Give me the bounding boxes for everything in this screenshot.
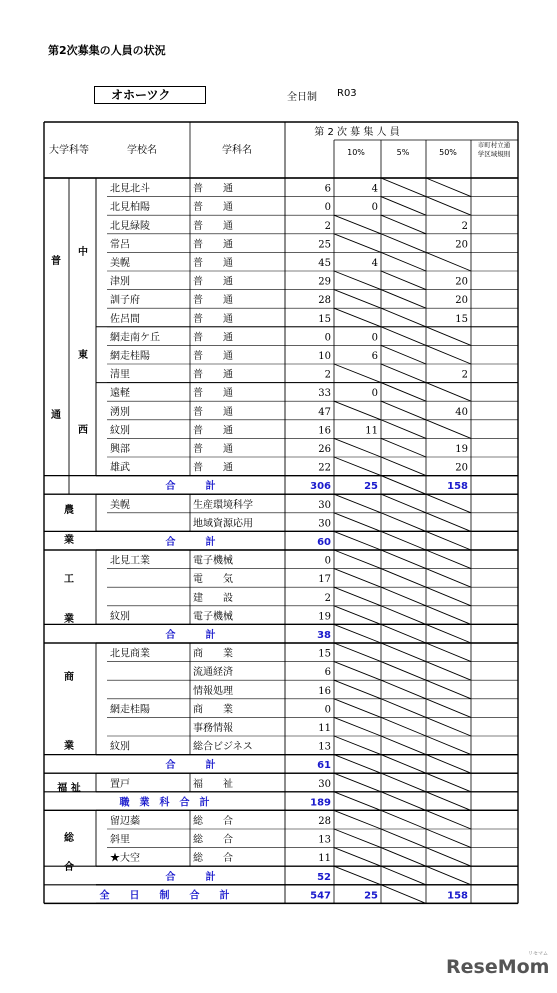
- diagonal-mark: [381, 606, 426, 625]
- diagonal-mark: [426, 178, 471, 197]
- school-name: 湧別: [110, 406, 130, 418]
- subtotal-label: 職 業 科 合 計: [119, 797, 210, 809]
- dept-name: 建 設: [193, 592, 233, 604]
- p50-value: 15: [455, 313, 468, 325]
- schedule-type-label: 全日制: [287, 92, 317, 103]
- dept-name: 普 通: [193, 276, 233, 288]
- diagonal-mark: [426, 569, 471, 588]
- dept-name: 普 通: [193, 183, 233, 195]
- diagonal-mark: [381, 494, 426, 513]
- school-name: 遠軽: [110, 388, 130, 400]
- diagonal-mark: [426, 197, 471, 216]
- diagonal-mark: [334, 792, 381, 811]
- diagonal-mark: [426, 494, 471, 513]
- watermark-logo: ReseMom: [446, 956, 550, 978]
- diagonal-mark: [381, 569, 426, 588]
- school-name: 雄武: [110, 462, 130, 474]
- category-futsuu-2: 通: [51, 410, 61, 421]
- header-muni-2: 学区域規則: [477, 150, 511, 158]
- school-name: 北見緑陵: [110, 220, 150, 232]
- header-dept: 学科名: [222, 145, 252, 156]
- diagonal-mark: [334, 755, 381, 774]
- total-value: 11: [318, 723, 331, 734]
- subtotal-total: 60: [317, 537, 331, 548]
- subtotal-total: 61: [317, 760, 331, 772]
- total-value: 15: [318, 648, 331, 660]
- dept-name: 流通経済: [193, 667, 233, 679]
- school-name: 北見工業: [110, 555, 150, 567]
- diagonal-mark: [426, 662, 471, 681]
- p10-value: 0: [371, 332, 378, 344]
- school-name: 訓子府: [110, 295, 140, 307]
- diagonal-mark: [381, 308, 426, 327]
- diagonal-mark: [426, 792, 471, 811]
- diagonal-mark: [381, 531, 426, 550]
- table-diagonal-marks: [334, 178, 471, 903]
- diagonal-mark: [334, 829, 381, 848]
- subtotal-p10: 25: [364, 890, 378, 902]
- school-name: 網走南ケ丘: [110, 332, 160, 344]
- diagonal-mark: [381, 792, 426, 811]
- diagonal-mark: [381, 624, 426, 643]
- diagonal-mark: [426, 699, 471, 718]
- diagonal-mark: [334, 215, 381, 234]
- total-value: 25: [318, 239, 331, 251]
- dept-name: 普 通: [193, 462, 233, 474]
- category-sougou-1: 総: [64, 833, 74, 844]
- diagonal-mark: [381, 736, 426, 755]
- dept-name: 普 通: [193, 406, 233, 418]
- p50-value: 20: [455, 462, 468, 474]
- diagonal-mark: [381, 829, 426, 848]
- diagonal-mark: [426, 680, 471, 699]
- area-higashi: 東: [78, 350, 88, 361]
- diagonal-mark: [381, 662, 426, 681]
- school-name: ★大空: [110, 853, 140, 865]
- total-value: 28: [318, 816, 331, 827]
- dept-name: 普 通: [193, 369, 233, 381]
- diagonal-mark: [381, 680, 426, 699]
- diagonal-mark: [426, 829, 471, 848]
- diagonal-mark: [381, 420, 426, 439]
- total-value: 13: [318, 834, 331, 846]
- dept-name: 普 通: [193, 388, 233, 400]
- header-p5: 5%: [396, 148, 410, 157]
- total-value: 2: [324, 369, 331, 381]
- diagonal-mark: [334, 531, 381, 550]
- diagonal-mark: [426, 587, 471, 606]
- diagonal-mark: [381, 197, 426, 216]
- dept-name: 商 業: [193, 704, 233, 716]
- total-value: 22: [318, 462, 331, 474]
- school-name: 北見柏陽: [110, 202, 150, 214]
- diagonal-mark: [334, 550, 381, 569]
- diagonal-mark: [381, 345, 426, 364]
- total-value: 30: [318, 778, 331, 790]
- diagonal-mark: [426, 327, 471, 346]
- total-value: 2: [324, 220, 331, 232]
- total-value: 6: [324, 667, 331, 679]
- total-value: 26: [318, 444, 331, 455]
- school-name: 北見北斗: [110, 183, 150, 195]
- dept-name: 普 通: [193, 258, 233, 269]
- total-value: 19: [318, 611, 331, 623]
- diagonal-mark: [334, 848, 381, 867]
- p50-value: 19: [455, 444, 468, 455]
- diagonal-mark: [334, 866, 381, 885]
- subtotal-total: 547: [310, 890, 331, 902]
- dept-name: 普 通: [193, 425, 233, 437]
- dept-name: 普 通: [193, 239, 233, 251]
- subtotal-label: 全 日 制 合 計: [99, 890, 230, 902]
- diagonal-mark: [426, 606, 471, 625]
- subtotal-label: 合 計: [165, 481, 216, 493]
- category-kougyou-2: 業: [64, 614, 74, 625]
- year-label: R03: [337, 88, 357, 99]
- diagonal-mark: [381, 383, 426, 402]
- total-value: 29: [318, 276, 331, 288]
- diagonal-mark: [334, 569, 381, 588]
- subtotal-total: 38: [317, 630, 331, 641]
- subtotal-label: 合 計: [165, 760, 216, 772]
- area-nishi: 西: [78, 425, 88, 436]
- school-name: 網走桂陽: [110, 704, 150, 716]
- diagonal-mark: [381, 476, 426, 495]
- total-value: 2: [324, 592, 331, 604]
- diagonal-mark: [426, 755, 471, 774]
- total-value: 11: [318, 853, 331, 865]
- p50-value: 20: [455, 276, 468, 288]
- school-name: 興部: [110, 444, 130, 455]
- dept-name: 地域資源応用: [193, 518, 253, 530]
- subtotal-label: 合 計: [165, 537, 216, 548]
- diagonal-mark: [334, 290, 381, 309]
- dept-name: 普 通: [193, 202, 233, 214]
- subtotal-p50: 158: [447, 890, 468, 902]
- diagonal-mark: [426, 531, 471, 550]
- p50-value: 40: [455, 406, 468, 418]
- diagonal-mark: [381, 513, 426, 532]
- document-title: 第2次募集の人員の状況: [48, 44, 166, 57]
- diagonal-mark: [334, 457, 381, 476]
- dept-name: 普 通: [193, 351, 233, 362]
- header-category: 大学科等: [49, 145, 89, 156]
- diagonal-mark: [334, 643, 381, 662]
- diagonal-mark: [334, 699, 381, 718]
- category-shougyou-1: 商: [64, 672, 74, 683]
- diagonal-mark: [426, 252, 471, 271]
- p10-value: 0: [371, 388, 378, 400]
- total-value: 30: [318, 499, 331, 511]
- total-value: 33: [318, 388, 331, 400]
- dept-name: 福 祉: [193, 778, 233, 790]
- table-header: [49, 125, 511, 158]
- diagonal-mark: [334, 587, 381, 606]
- diagonal-mark: [334, 234, 381, 253]
- subtotal-label: 合 計: [165, 630, 216, 641]
- diagonal-mark: [426, 810, 471, 829]
- dept-name: 電子機械: [193, 555, 233, 567]
- school-name: 置戸: [110, 778, 130, 790]
- school-name: 斜里: [110, 834, 130, 846]
- diagonal-mark: [334, 624, 381, 643]
- category-sougou-2: 合: [64, 862, 74, 873]
- diagonal-mark: [381, 699, 426, 718]
- category-labels: [51, 245, 88, 873]
- diagonal-mark: [334, 438, 381, 457]
- diagonal-mark: [426, 420, 471, 439]
- diagonal-mark: [334, 680, 381, 699]
- header-p10: 10%: [347, 148, 365, 157]
- header-group: 第 2 次 募 集 人 員: [314, 127, 400, 138]
- p50-value: 20: [455, 239, 468, 251]
- diagonal-mark: [381, 252, 426, 271]
- p10-value: 4: [371, 183, 378, 195]
- subtotal-total: 189: [310, 797, 331, 809]
- dept-name: 生産環境科学: [193, 499, 253, 511]
- diagonal-mark: [381, 364, 426, 383]
- total-value: 16: [318, 425, 331, 437]
- diagonal-mark: [426, 866, 471, 885]
- diagonal-mark: [381, 643, 426, 662]
- diagonal-mark: [381, 327, 426, 346]
- total-value: 47: [318, 406, 331, 418]
- diagonal-mark: [426, 773, 471, 792]
- p50-value: 2: [461, 220, 468, 232]
- area-naka: 中: [78, 247, 88, 258]
- dept-name: 総 合: [193, 834, 233, 846]
- p50-value: 2: [461, 369, 468, 381]
- diagonal-mark: [334, 308, 381, 327]
- dept-name: 総 合: [193, 816, 233, 827]
- total-value: 0: [324, 332, 331, 344]
- p10-value: 11: [365, 425, 378, 437]
- school-name: 津別: [110, 276, 130, 288]
- diagonal-mark: [381, 717, 426, 736]
- diagonal-mark: [426, 848, 471, 867]
- diagonal-mark: [381, 457, 426, 476]
- diagonal-mark: [381, 550, 426, 569]
- diagonal-mark: [381, 773, 426, 792]
- dept-name: 普 通: [193, 313, 233, 325]
- diagonal-mark: [381, 587, 426, 606]
- school-name: 網走桂陽: [110, 351, 150, 362]
- school-name: 北見商業: [110, 648, 150, 660]
- dept-name: 普 通: [193, 220, 233, 232]
- diagonal-mark: [334, 662, 381, 681]
- school-name: 紋別: [110, 425, 130, 437]
- p10-value: 6: [371, 351, 378, 362]
- diagonal-mark: [334, 271, 381, 290]
- diagonal-mark: [334, 773, 381, 792]
- p50-value: 20: [455, 295, 468, 307]
- total-value: 15: [318, 313, 331, 325]
- diagonal-mark: [381, 810, 426, 829]
- total-value: 17: [318, 574, 331, 586]
- diagonal-mark: [334, 736, 381, 755]
- dept-name: 普 通: [193, 332, 233, 344]
- subtotal-total: 306: [310, 481, 331, 493]
- diagonal-mark: [381, 438, 426, 457]
- diagonal-mark: [334, 810, 381, 829]
- total-value: 10: [318, 351, 331, 362]
- total-value: 16: [318, 685, 331, 697]
- watermark-sub: リセマム: [528, 951, 548, 957]
- diagonal-mark: [381, 234, 426, 253]
- total-value: 0: [324, 555, 331, 567]
- total-value: 0: [324, 202, 331, 214]
- diagonal-mark: [426, 345, 471, 364]
- diagonal-mark: [381, 290, 426, 309]
- p10-value: 0: [371, 202, 378, 214]
- dept-name: 総 合: [193, 853, 233, 865]
- diagonal-mark: [381, 401, 426, 420]
- diagonal-mark: [426, 624, 471, 643]
- diagonal-mark: [334, 513, 381, 532]
- school-name: 紋別: [110, 611, 130, 623]
- total-value: 0: [324, 704, 331, 716]
- school-name: 紋別: [110, 741, 130, 753]
- dept-name: 電 気: [193, 574, 233, 586]
- dept-name: 商 業: [193, 648, 233, 660]
- diagonal-mark: [426, 643, 471, 662]
- region-label: オホーツク: [94, 86, 206, 104]
- subtotal-p50: 158: [447, 481, 468, 493]
- category-nougyou-2: 業: [64, 535, 74, 546]
- diagonal-mark: [381, 866, 426, 885]
- category-nougyou-1: 農: [64, 505, 74, 516]
- p10-value: 4: [371, 258, 378, 269]
- category-kougyou-1: 工: [64, 574, 74, 585]
- diagonal-mark: [426, 513, 471, 532]
- diagonal-mark: [426, 736, 471, 755]
- diagonal-mark: [426, 717, 471, 736]
- diagonal-mark: [334, 494, 381, 513]
- school-name: 常呂: [110, 239, 130, 251]
- diagonal-mark: [426, 550, 471, 569]
- header-p50: 50%: [439, 148, 457, 157]
- school-name: 清里: [110, 369, 130, 381]
- total-value: 6: [324, 183, 331, 195]
- diagonal-mark: [334, 401, 381, 420]
- total-value: 13: [318, 741, 331, 753]
- dept-name: 情報処理: [193, 685, 233, 697]
- total-value: 30: [318, 518, 331, 530]
- dept-name: 電子機械: [193, 611, 233, 623]
- diagonal-mark: [381, 215, 426, 234]
- diagonal-mark: [381, 271, 426, 290]
- subtotal-label: 合 計: [165, 871, 216, 883]
- category-fukushi: 福 祉: [57, 783, 81, 794]
- diagonal-mark: [334, 606, 381, 625]
- diagonal-mark: [381, 848, 426, 867]
- dept-name: 事務情報: [193, 723, 233, 734]
- category-futsuu-1: 普: [51, 256, 61, 267]
- dept-name: 普 通: [193, 444, 233, 455]
- header-school: 学校名: [127, 145, 157, 156]
- school-name: 留辺蘂: [110, 816, 140, 827]
- diagonal-mark: [426, 383, 471, 402]
- diagonal-mark: [334, 717, 381, 736]
- subtotal-p10: 25: [364, 481, 378, 493]
- school-name: 佐呂間: [110, 313, 140, 325]
- diagonal-mark: [381, 178, 426, 197]
- dept-name: 普 通: [193, 295, 233, 307]
- total-value: 28: [318, 295, 331, 307]
- diagonal-mark: [381, 885, 426, 904]
- diagonal-mark: [381, 755, 426, 774]
- header-muni-1: 市町村立通: [477, 141, 511, 149]
- dept-name: 総合ビジネス: [193, 741, 253, 753]
- subtotal-total: 52: [317, 871, 331, 883]
- category-shougyou-2: 業: [64, 741, 74, 752]
- total-value: 45: [318, 258, 331, 269]
- school-name: 美幌: [110, 258, 130, 269]
- school-name: 美幌: [110, 499, 130, 511]
- diagonal-mark: [334, 364, 381, 383]
